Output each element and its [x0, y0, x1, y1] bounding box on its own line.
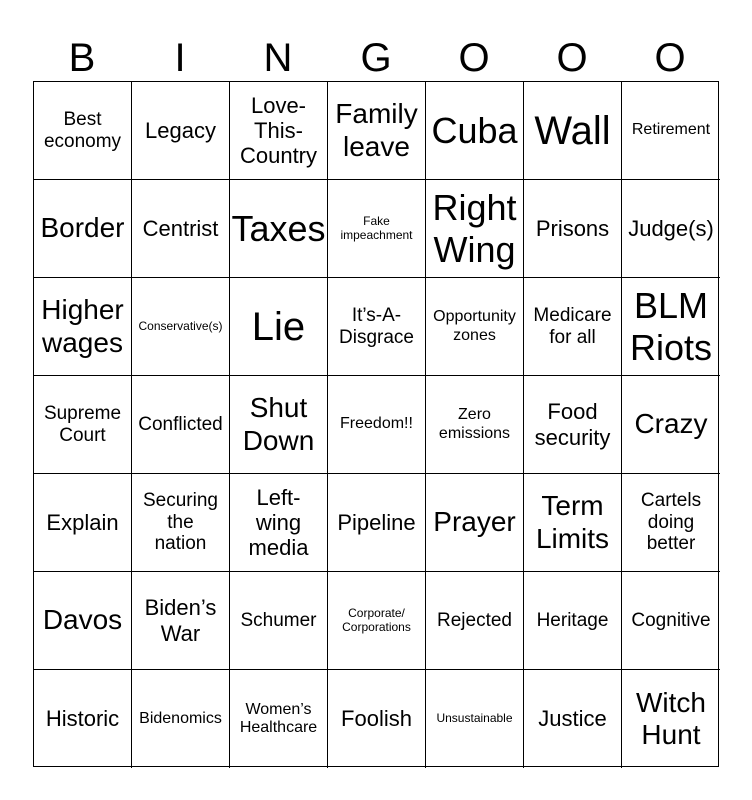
bingo-cell[interactable]: Right Wing — [426, 180, 524, 278]
header-letter-i: I — [174, 36, 186, 80]
bingo-cell[interactable]: Witch Hunt — [636, 686, 706, 750]
bingo-cell[interactable]: Corporate/ Corporations — [328, 572, 426, 670]
header-letter-o3: O — [654, 36, 686, 80]
bingo-cell[interactable]: BLM Riots — [622, 278, 720, 376]
bingo-cell[interactable]: Freedom!! — [328, 376, 426, 474]
bingo-cell[interactable]: Prayer — [426, 474, 524, 572]
bingo-cell[interactable]: Pipeline — [328, 474, 426, 572]
bingo-cell[interactable]: Explain — [34, 474, 132, 572]
bingo-cell[interactable]: Unsustainable — [426, 670, 524, 768]
bingo-cell[interactable]: Biden’s War — [132, 572, 230, 670]
bingo-cell[interactable]: Justice — [524, 670, 622, 768]
bingo-cell[interactable]: Love- This- Country — [230, 82, 328, 180]
bingo-cell[interactable]: Conservative(s) — [132, 278, 230, 376]
bingo-cell[interactable]: Best economy — [34, 82, 132, 180]
bingo-cell[interactable]: Food security — [524, 376, 622, 474]
bingo-cell[interactable]: Cognitive — [622, 572, 720, 670]
bingo-cell[interactable]: Davos — [34, 572, 132, 670]
bingo-cell[interactable]: Left- wing media — [230, 474, 328, 572]
bingo-board — [33, 81, 719, 767]
bingo-cell[interactable]: Crazy — [622, 376, 720, 474]
bingo-cell[interactable]: Higher wages — [34, 278, 132, 376]
bingo-cell[interactable]: Taxes — [230, 180, 328, 278]
bingo-cell[interactable]: Cuba — [426, 82, 524, 180]
bingo-cell[interactable]: Foolish — [328, 670, 426, 768]
bingo-header — [33, 34, 719, 82]
bingo-cell[interactable]: Wall — [524, 82, 622, 180]
bingo-cell[interactable]: Judge(s) — [622, 180, 720, 278]
bingo-cell[interactable]: Retirement — [622, 82, 720, 180]
header-letter-b: B — [68, 36, 96, 80]
bingo-cell[interactable]: Border — [34, 180, 132, 278]
bingo-cell[interactable]: Prisons — [524, 180, 622, 278]
header-letter-g: G — [360, 36, 392, 80]
bingo-cell[interactable]: It’s-A- Disgrace — [328, 278, 426, 376]
bingo-cell[interactable]: Shut Down — [230, 376, 328, 474]
bingo-cell[interactable]: Bidenomics — [132, 670, 230, 768]
bingo-cell[interactable]: Historic — [34, 670, 132, 768]
bingo-cell[interactable]: Term Limits — [524, 474, 622, 572]
bingo-cell[interactable]: Heritage — [524, 572, 622, 670]
bingo-cell[interactable]: Zero emissions — [426, 376, 524, 474]
bingo-cell[interactable]: Legacy — [132, 82, 230, 180]
bingo-cell[interactable]: Centrist — [132, 180, 230, 278]
bingo-cell[interactable]: Family leave — [328, 82, 426, 180]
bingo-cell[interactable]: Women’s Healthcare — [230, 670, 328, 768]
bingo-cell[interactable]: Conflicted — [132, 376, 230, 474]
bingo-cell[interactable]: Fake impeachment — [328, 180, 426, 278]
bingo-cell[interactable]: Supreme Court — [34, 376, 132, 474]
bingo-cell[interactable]: Rejected — [426, 572, 524, 670]
bingo-cell[interactable]: Opportunity zones — [426, 278, 524, 376]
bingo-cell[interactable]: Schumer — [230, 572, 328, 670]
bingo-cell[interactable]: Lie — [230, 278, 328, 376]
header-letter-n: N — [263, 36, 293, 80]
header-letter-o1: O — [458, 36, 490, 80]
bingo-cell[interactable]: Securing the nation — [132, 474, 230, 572]
bingo-cell[interactable]: Cartels doing better — [622, 474, 720, 572]
bingo-cell[interactable]: Medicare for all — [524, 278, 622, 376]
header-letter-o2: O — [556, 36, 588, 80]
